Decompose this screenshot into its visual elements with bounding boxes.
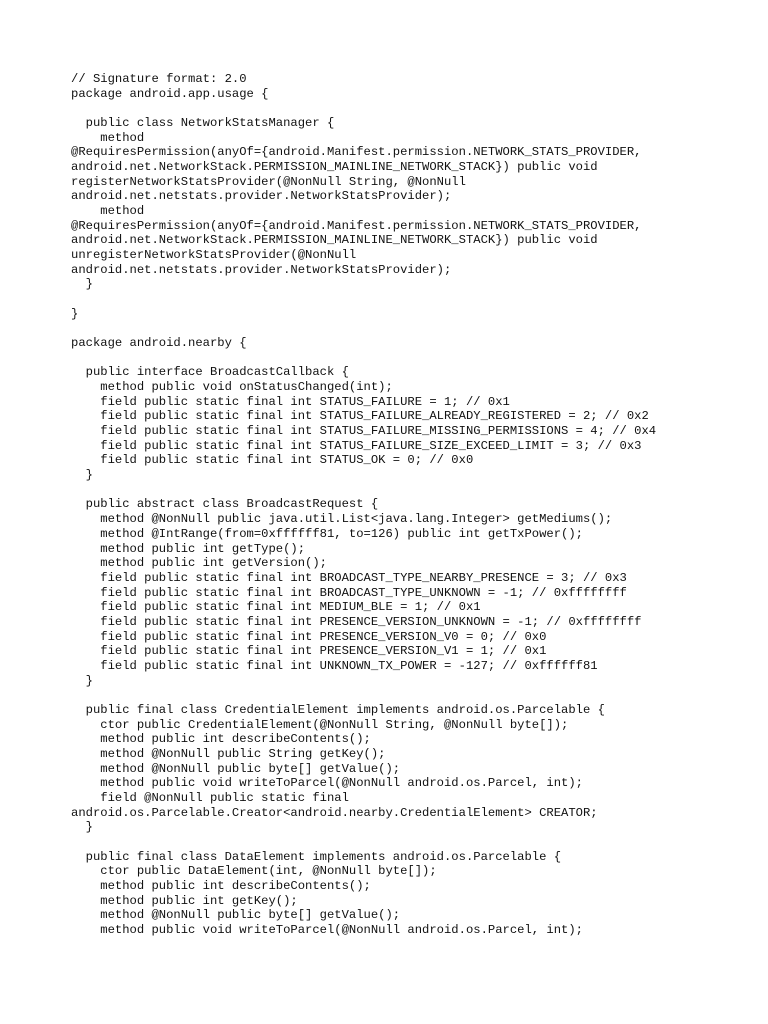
code-line: method @NonNull public java.util.List<java.lang.Integer> getMediums(); <box>71 512 613 527</box>
code-line <box>71 688 761 703</box>
code-line: field public static final int BROADCAST_TYPE_UNKNOWN = -1; // 0xffffffff <box>71 585 627 600</box>
code-line: } <box>71 673 93 688</box>
code-line: field public static final int PRESENCE_VERSION_V0 = 0; // 0x0 <box>71 629 547 644</box>
code-line <box>71 835 761 850</box>
code-line: method @NonNull public String getKey(); <box>71 746 386 761</box>
code-line: field public static final int BROADCAST_TYPE_NEARBY_PRESENCE = 3; // 0x3 <box>71 570 627 585</box>
code-line: public final class DataElement implements android.os.Parcelable { <box>71 849 562 864</box>
code-line: method <box>71 130 145 145</box>
code-line: android.net.NetworkStack.PERMISSION_MAINLINE_NETWORK_STACK}) public void <box>71 233 598 248</box>
code-line: } <box>71 306 79 321</box>
code-line: field public static final int MEDIUM_BLE = 1; // 0x1 <box>71 600 481 615</box>
code-line: public class NetworkStatsManager { <box>71 116 335 131</box>
code-line: ctor public DataElement(int, @NonNull byte[]); <box>71 864 437 879</box>
code-line: method <box>71 204 145 219</box>
code-line: // Signature format: 2.0 <box>71 72 247 86</box>
code-line: method @NonNull public byte[] getValue(); <box>71 761 401 776</box>
code-line: field @NonNull public static final <box>71 790 349 805</box>
code-line: method @IntRange(from=0xffffff81, to=126) public int getTxPower(); <box>71 526 583 541</box>
code-line: android.net.netstats.provider.NetworkStatsProvider); <box>71 262 452 277</box>
code-line <box>71 101 761 116</box>
code-line: unregisterNetworkStatsProvider(@NonNull <box>71 248 357 263</box>
code-line: field public static final int STATUS_FAILURE_MISSING_PERMISSIONS = 4; // 0x4 <box>71 424 657 439</box>
code-line: @RequiresPermission(anyOf={android.Manifest.permission.NETWORK_STATS_PROVIDER, <box>71 145 642 160</box>
code-line: public abstract class BroadcastRequest { <box>71 497 379 512</box>
code-line: android.net.netstats.provider.NetworkStatsProvider); <box>71 189 452 204</box>
code-line: method public void writeToParcel(@NonNull android.os.Parcel, int); <box>71 922 583 937</box>
code-line: android.net.NetworkStack.PERMISSION_MAINLINE_NETWORK_STACK}) public void <box>71 160 598 175</box>
code-line: ctor public CredentialElement(@NonNull String, @NonNull byte[]); <box>71 717 569 732</box>
code-line: field public static final int PRESENCE_VERSION_UNKNOWN = -1; // 0xffffffff <box>71 614 642 629</box>
api-signature-text <box>71 72 761 938</box>
code-line: field public static final int PRESENCE_VERSION_V1 = 1; // 0x1 <box>71 644 547 659</box>
code-line: field public static final int UNKNOWN_TX_POWER = -127; // 0xffffff81 <box>71 658 598 673</box>
code-line: method public void onStatusChanged(int); <box>71 380 393 395</box>
code-line: android.os.Parcelable.Creator<android.nearby.CredentialElement> CREATOR; <box>71 805 598 820</box>
code-line: method public int describeContents(); <box>71 878 371 893</box>
code-line: } <box>71 468 93 483</box>
code-line <box>71 321 761 336</box>
code-line: } <box>71 820 93 835</box>
code-line: package android.nearby { <box>71 336 247 351</box>
code-line: method public void writeToParcel(@NonNull android.os.Parcel, int); <box>71 776 583 791</box>
code-line: method public int getType(); <box>71 541 306 556</box>
code-line: registerNetworkStatsProvider(@NonNull String, @NonNull <box>71 174 466 189</box>
code-line: field public static final int STATUS_FAILURE = 1; // 0x1 <box>71 394 510 409</box>
code-line <box>71 351 761 366</box>
code-line: @RequiresPermission(anyOf={android.Manifest.permission.NETWORK_STATS_PROVIDER, <box>71 218 642 233</box>
code-line <box>71 483 761 498</box>
code-line: public interface BroadcastCallback { <box>71 365 349 380</box>
code-line: package android.app.usage { <box>71 86 269 101</box>
document-page <box>71 72 761 938</box>
code-line <box>71 292 761 307</box>
code-line: method public int getKey(); <box>71 893 298 908</box>
code-line: field public static final int STATUS_FAILURE_ALREADY_REGISTERED = 2; // 0x2 <box>71 409 649 424</box>
code-line: } <box>71 277 93 292</box>
code-line: method @NonNull public byte[] getValue(); <box>71 908 401 923</box>
code-line: method public int describeContents(); <box>71 732 371 747</box>
code-line: method public int getVersion(); <box>71 556 327 571</box>
code-line: field public static final int STATUS_OK = 0; // 0x0 <box>71 453 474 468</box>
code-line: public final class CredentialElement implements android.os.Parcelable { <box>71 702 605 717</box>
code-line: field public static final int STATUS_FAILURE_SIZE_EXCEED_LIMIT = 3; // 0x3 <box>71 438 642 453</box>
